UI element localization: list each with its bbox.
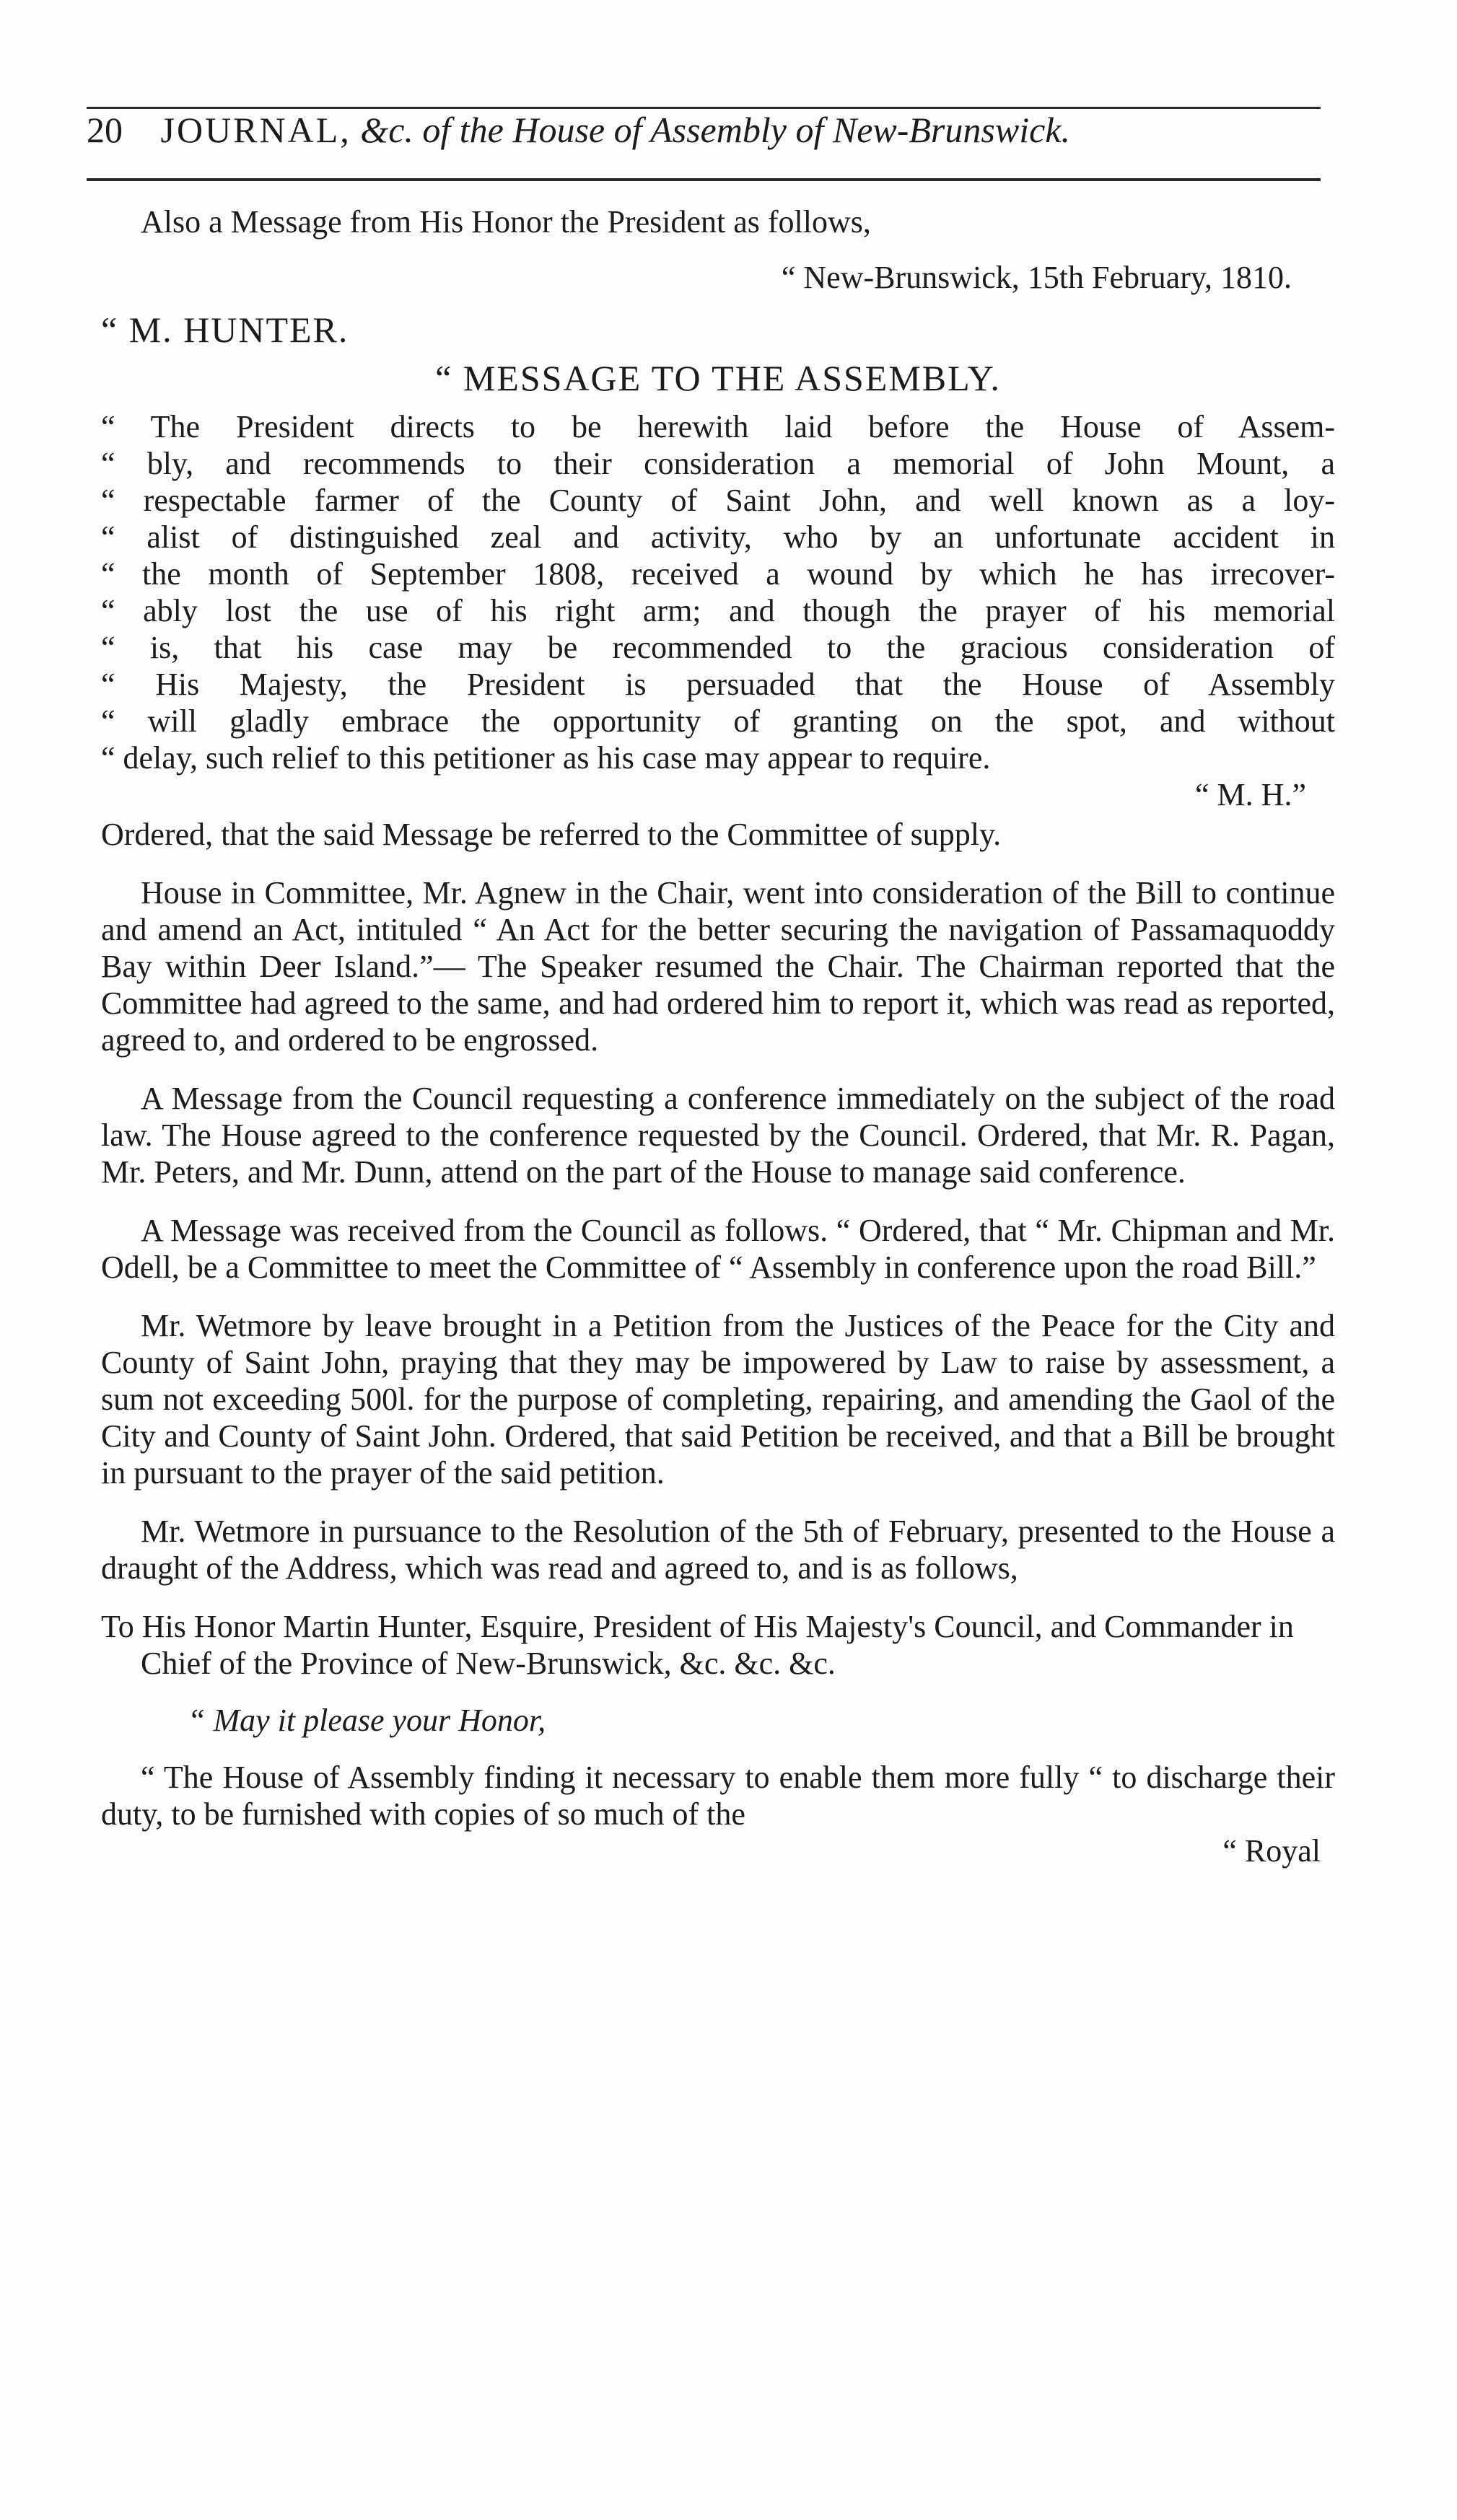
message-line: “ delay, such relief to this petitioner as his case may appear to require.	[101, 740, 991, 776]
message-line: “ respectable farmer of the County of Saint John, and well known as a loy-	[101, 483, 1335, 518]
header-journal: JOURNAL,	[160, 110, 351, 150]
running-header	[87, 108, 1321, 173]
message-line: “ alist of distinguished zeal and activity, who by an unfortunate accident in	[101, 519, 1335, 555]
address-heading: To His Honor Martin Hunter, Esquire, President of His Majesty's Council, and Commander in Chief of the Province of New-Brunswick, &c. &c. &c.	[101, 1609, 1294, 1681]
salutation: “ May it please your Honor,	[188, 1703, 546, 1738]
paragraph-address-resolution: Mr. Wetmore in pursuance to the Resolution of the 5th of February, presented to the House a draught of the Address, which was read and agreed to, and is as follows,	[101, 1514, 1335, 1586]
header-title: &c. of the House of Assembly of New-Brunswick.	[360, 110, 1070, 150]
message-line: “ will gladly embrace the opportunity of granting on the spot, and without	[101, 703, 1335, 739]
paragraph-message-received: A Message was received from the Council as follows. “ Ordered, that “ Mr. Chipman and Mr. Odell, be a Committee to meet the Committee of “ Assembly in conference upon the road Bill.”	[101, 1213, 1335, 1285]
intro-line: Also a Message from His Honor the President as follows,	[141, 204, 871, 240]
dateline: “ New-Brunswick, 15th February, 1810.	[781, 260, 1292, 295]
paragraph-committee: House in Committee, Mr. Agnew in the Chair, went into consideration of the Bill to continue and amend an Act, intituled “ An Act for the better securing the navigation of Passamaquoddy Bay within Deer Island.”— The Speaker resumed the Chair. The Chairman reported that the Committee had agreed to the same, and had ordered him to report it, which was read as reported, agreed to, and ordered to be engrossed.	[101, 875, 1335, 1058]
header-rule-bottom	[87, 178, 1321, 181]
page-number: 20	[87, 110, 123, 150]
message-line: “ The President directs to be herewith laid before the House of Assem-	[101, 409, 1335, 444]
message-line: “ bly, and recommends to their consideration a memorial of John Mount, a	[101, 446, 1335, 481]
ordered-supply: Ordered, that the said Message be referred to the Committee of supply.	[101, 817, 1002, 852]
page-body	[101, 203, 1335, 1869]
catchword: “ Royal	[1222, 1833, 1321, 1869]
message-title: “ MESSAGE TO THE ASSEMBLY.	[435, 358, 1001, 398]
message-line: “ His Majesty, the President is persuaded that the House of Assembly	[101, 667, 1335, 702]
message-line: “ the month of September 1808, received a wound by which he has irrecover-	[101, 556, 1335, 592]
message-body	[101, 408, 1335, 776]
paragraph-petition: Mr. Wetmore by leave brought in a Petition from the Justices of the Peace for the City and County of Saint John, praying that they may be impowered by Law to raise by assessment, a sum not exceeding 500l. for the purpose of completing, repairing, and amending the Gaol of the City and County of Saint John. Ordered, that said Petition be received, and that a Bill be brought in pursuant to the prayer of the said petition.	[101, 1308, 1335, 1491]
paragraph-council-message: A Message from the Council requesting a conference immediately on the subject of the road law. The House agreed to the conference requested by the Council. Ordered, that Mr. R. Pagan, Mr. Peters, and Mr. Dunn, attend on the part of the House to manage said conference.	[101, 1081, 1335, 1190]
signature-top: “ M. HUNTER.	[101, 309, 349, 350]
message-line: “ is, that his case may be recommended to the gracious consideration of	[101, 630, 1335, 665]
message-signature: “ M. H.”	[1195, 777, 1306, 812]
final-paragraph: “ The House of Assembly finding it necessary to enable them more fully “ to discharge their duty, to be furnished with copies of so much of the	[101, 1760, 1335, 1832]
message-line: “ ably lost the use of his right arm; and though the prayer of his memorial	[101, 593, 1335, 628]
